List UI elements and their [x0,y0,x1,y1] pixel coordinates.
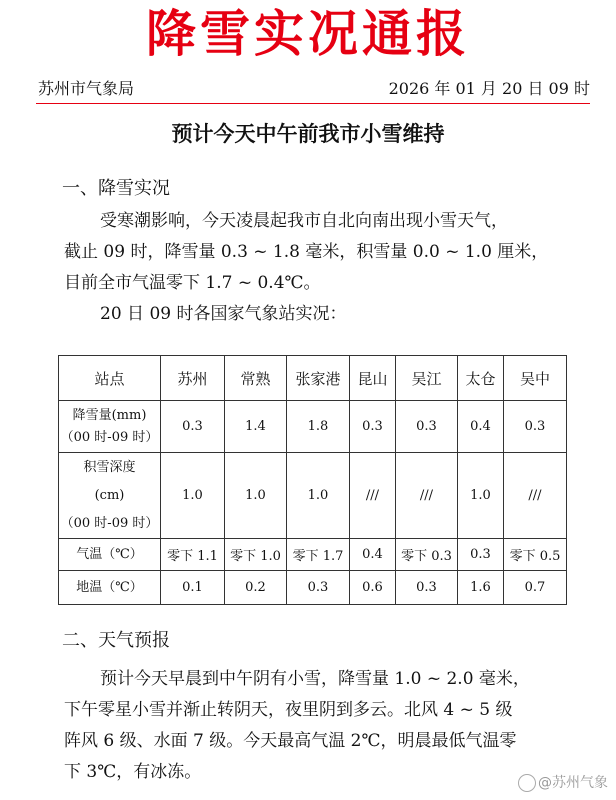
table-cell: 0.1 [161,571,225,605]
table-cell: 零下 1.7 [287,539,350,571]
table-cell: 零下 1.1 [161,539,225,571]
table-cell: 0.2 [225,571,287,605]
table-header-cell: 吴江 [396,356,458,401]
headline: 预计今天中午前我市小雪维持 [171,122,445,146]
table-header-row [59,356,567,401]
table-cell: 0.3 [396,571,458,605]
masthead-title: 降雪实况通报 [146,5,470,63]
row-label-line: 气温（℃） [76,546,143,562]
table-cell: 0.3 [396,401,458,453]
section-2-line-text: 预计今天早晨到中午阴有小雪，降雪量 1.0 ~ 2.0 毫米， [100,669,530,689]
watermark-text: @苏州气象 [538,775,608,791]
section-1-line-text: 受寒潮影响，今天凌晨起我市自北向南出现小雪天气， [100,211,508,231]
station-table-wrapper [58,355,567,605]
table-header-cell: 张家港 [287,356,350,401]
section-2-line [64,664,588,695]
row-label-line: （00 时-09 时） [60,515,159,531]
row-label-line: (cm) [94,487,125,503]
row-label [59,401,161,453]
table-row [59,401,567,453]
table-cell: 0.7 [504,571,567,605]
row-label-line: （00 时-09 时） [60,429,159,445]
table-cell: 1.6 [458,571,504,605]
table-cell: 0.4 [350,539,396,571]
table-cell: 零下 0.3 [396,539,458,571]
table-cell: 零下 1.0 [225,539,287,571]
weibo-watermark [518,772,608,792]
table-cell: /// [504,453,567,539]
table-cell: 1.0 [458,453,504,539]
section-1-line [64,206,588,237]
station-table [58,355,567,605]
subhead [38,76,590,100]
table-cell: /// [396,453,458,539]
table-cell: 0.3 [287,571,350,605]
table-cell: 0.3 [504,401,567,453]
table-header-cell: 太仓 [458,356,504,401]
section-1-line: 截止 09 时，降雪量 0.3 ~ 1.8 毫米，积雪量 0.0 ~ 1.0 厘米， [64,242,549,262]
table-cell: 0.3 [458,539,504,571]
table-cell: 0.4 [458,401,504,453]
section-2-line: 下午零星小雪并渐止转阴天，夜里阴到多云。北风 4 ~ 5 级 [64,700,513,720]
weibo-icon [518,774,536,792]
section-1-line: 目前全市气温零下 1.7 ~ 0.4℃。 [64,273,321,293]
table-cell: 1.4 [225,401,287,453]
section-1-line [64,299,588,330]
table-cell: 0.6 [350,571,396,605]
row-label-line: 积雪深度 [83,459,136,475]
table-cell: 0.3 [350,401,396,453]
section-1-title: 一、降雪实况 [62,178,170,199]
section-2-paragraph [64,664,588,788]
row-label [59,539,161,571]
table-cell: 1.0 [225,453,287,539]
section-2-title: 二、天气预报 [62,630,170,651]
table-cell: 0.3 [161,401,225,453]
section-2-line: 阵风 6 级、水面 7 级。今天最高气温 2℃，明晨最低气温零 [64,731,517,751]
row-label [59,453,161,539]
table-row [59,571,567,605]
table-cell: /// [350,453,396,539]
section-1-paragraph [64,206,588,330]
table-row [59,453,567,539]
table-cell: 零下 0.5 [504,539,567,571]
section-2-line: 下 3℃，有冰冻。 [64,762,202,782]
table-header-cell: 苏州 [161,356,225,401]
section-1-line-text: 20 日 09 时各国家气象站实况： [100,304,347,324]
issue-date: 2026 年 01 月 20 日 09 时 [388,79,590,98]
table-cell: 1.0 [287,453,350,539]
table-row [59,539,567,571]
table-header-cell: 常熟 [225,356,287,401]
table-cell: 1.8 [287,401,350,453]
issuer: 苏州市气象局 [38,79,135,98]
table-header-cell: 昆山 [350,356,396,401]
table-header-cell: 吴中 [504,356,567,401]
row-label-line: 降雪量(mm) [72,407,147,423]
row-label [59,571,161,605]
table-header-cell: 站点 [59,356,161,401]
row-label-line: 地温（℃） [76,579,143,595]
table-cell: 1.0 [161,453,225,539]
red-divider [36,103,590,104]
